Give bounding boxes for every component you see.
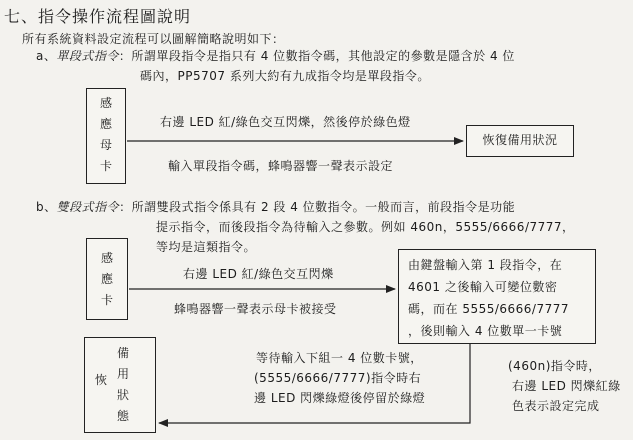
standby-status-col1: 恢 <box>94 373 107 387</box>
section-b-arrow-bottom-text: 蜂鳴器響一聲表示母卡被接受 <box>174 302 337 316</box>
return-flow-arrow <box>159 344 470 423</box>
section-a-arrow-bottom-text: 輸入單段指令碼，蜂鳴器響一聲表示設定 <box>168 159 394 173</box>
master-card-label: 感 應 母 卡 <box>99 96 112 173</box>
section-b-line3: 等均是這類指令。 <box>156 240 257 254</box>
section-b-prefix: b、 <box>36 200 57 214</box>
section-a-title: 單段式指令 <box>56 49 119 63</box>
intro-text: 所有系統資料設定流程可以圖解簡略說明如下： <box>22 32 285 46</box>
card-label: 感 應 卡 <box>100 251 113 307</box>
keypad-input-text: 由鍵盤輸入第 1 段指令，在 4601 之後輸入可變位數密 碼，而在 5555/6666/7777 ，後則輸入 4 位數單一卡號 <box>408 258 570 338</box>
section-a-arrow-top-text: 右邊 LED 紅/綠色交互閃爍，然後停於綠色燈 <box>160 115 411 129</box>
standby-result-label: 恢復備用狀況 <box>482 133 558 147</box>
page-heading: 七、指令操作流程圖說明 <box>4 7 192 26</box>
section-b-line2: 提示指令，而後段指令為待輸入之參數。例如 460n，5555/6666/7777， <box>156 220 575 234</box>
section-a-desc1: ：所謂單段指令是指只有 4 位數指令碼，其他設定的參數是隱含於 4 位 <box>118 49 515 63</box>
section-a-prefix: a、 <box>36 49 57 63</box>
completion-side-text: (460n)指令時， 右邊 LED 閃爍紅綠 色表示設定完成 <box>508 359 621 413</box>
standby-status-col2: 備 用 狀 態 <box>116 346 129 423</box>
section-b-desc1: ：所謂雙段式指令係具有 2 段 4 位數指令。一般而言，前段指令是功能 <box>119 200 516 214</box>
section-b-arrow-top-text: 右邊 LED 紅/綠色交互閃爍 <box>183 267 334 281</box>
wait-text: 等待輸入下組一 4 位數卡號， (5555/6666/7777)指令時右 邊 LED 閃爍綠燈後停留於綠燈 <box>254 351 426 405</box>
section-a-line2: 碼內，PP5707 系列大約有九成指令均是單段指令。 <box>140 69 430 83</box>
section-b-title: 雙段式指令 <box>56 200 120 214</box>
